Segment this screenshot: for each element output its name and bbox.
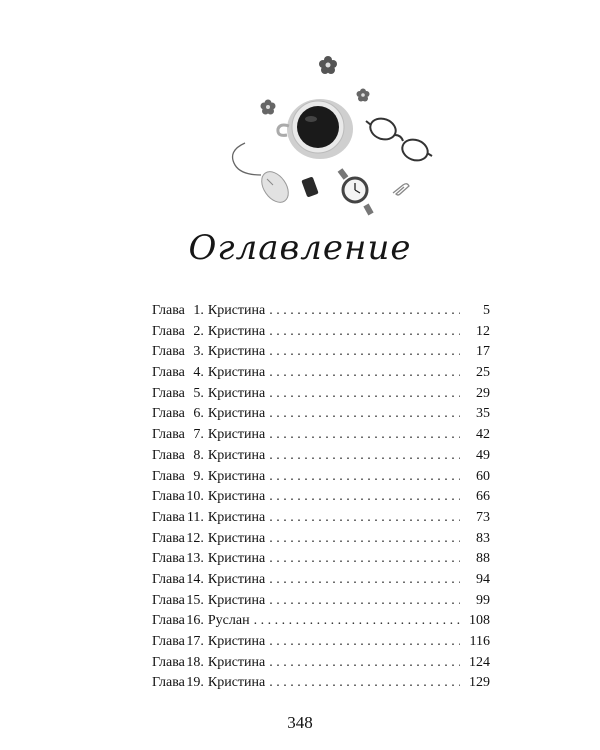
toc-chapter-word: Глава bbox=[152, 385, 185, 401]
toc-chapter-word: Глава bbox=[152, 365, 185, 381]
glasses-icon bbox=[366, 115, 432, 164]
toc-page-number: 66 bbox=[476, 489, 490, 505]
toc-leader-dots bbox=[269, 344, 460, 360]
toc-chapter-number: 10. bbox=[186, 489, 204, 505]
toc-chapter-number: 1. bbox=[193, 303, 204, 318]
toc-chapter-number: 3. bbox=[193, 344, 204, 360]
toc-chapter-number: 4. bbox=[193, 365, 204, 381]
toc-entry[interactable] bbox=[152, 675, 490, 696]
toc-chapter-word: Глава bbox=[152, 634, 185, 649]
toc-chapter-word: Глава bbox=[152, 344, 185, 360]
toc-leader-dots bbox=[269, 551, 460, 567]
toc-chapter-word: Глава bbox=[152, 551, 185, 567]
toc-chapter-number: 8. bbox=[193, 447, 204, 463]
toc-leader-dots bbox=[269, 469, 460, 485]
toc-chapter-name: Кристина bbox=[207, 447, 266, 463]
toc-chapter-label bbox=[152, 510, 265, 526]
toc-page-number: 29 bbox=[476, 385, 490, 401]
toc-chapter-name: Кристина bbox=[207, 509, 266, 525]
toc-entry[interactable] bbox=[152, 427, 490, 448]
toc-chapter-word: Глава bbox=[152, 509, 185, 525]
toc-chapter-number: 16. bbox=[186, 613, 204, 629]
toc-leader-dots bbox=[269, 386, 460, 402]
toc-chapter-label bbox=[152, 655, 265, 671]
toc-chapter-number: 12. bbox=[186, 530, 204, 546]
toc-entry[interactable] bbox=[152, 572, 490, 593]
toc-leader-dots bbox=[269, 572, 460, 588]
toc-chapter-name: Кристина bbox=[207, 675, 266, 691]
toc-chapter-word: Глава bbox=[152, 447, 185, 463]
toc-chapter-label bbox=[152, 469, 265, 485]
toc-chapter-word: Глава bbox=[152, 613, 185, 629]
toc-page-number: 25 bbox=[476, 365, 490, 381]
toc-chapter-number: 9. bbox=[193, 468, 204, 484]
toc-page-number: 73 bbox=[476, 509, 490, 525]
toc-entry[interactable] bbox=[152, 655, 490, 676]
page-number: 348 bbox=[287, 713, 313, 732]
toc-page-number: 60 bbox=[476, 468, 490, 484]
toc-entry[interactable] bbox=[152, 448, 490, 469]
toc-chapter-label bbox=[152, 324, 265, 340]
wristwatch-icon bbox=[340, 170, 371, 214]
toc-page-number: 116 bbox=[469, 634, 490, 649]
toc-leader-dots bbox=[269, 531, 460, 547]
toc-chapter-name: Кристина bbox=[207, 303, 266, 318]
toc-page-number: 124 bbox=[469, 654, 490, 670]
table-of-contents bbox=[152, 303, 490, 696]
toc-leader-dots bbox=[269, 510, 460, 526]
toc-chapter-name: Кристина bbox=[207, 323, 266, 339]
toc-chapter-word: Глава bbox=[152, 675, 185, 691]
toc-page-number: 5 bbox=[483, 303, 490, 318]
toc-chapter-number: 11. bbox=[186, 509, 204, 525]
toc-chapter-number: 13. bbox=[186, 551, 204, 567]
toc-page-number: 83 bbox=[476, 530, 490, 546]
toc-page-number: 129 bbox=[469, 675, 490, 691]
toc-entry[interactable] bbox=[152, 303, 490, 324]
toc-chapter-label bbox=[152, 427, 265, 443]
toc-leader-dots bbox=[269, 406, 460, 422]
toc-chapter-name: Кристина bbox=[207, 551, 266, 567]
toc-chapter-name: Кристина bbox=[207, 468, 266, 484]
toc-entry[interactable] bbox=[152, 344, 490, 365]
toc-chapter-number: 7. bbox=[193, 427, 204, 443]
toc-chapter-label bbox=[152, 365, 265, 381]
toc-chapter-name: Кристина bbox=[207, 530, 266, 546]
toc-leader-dots bbox=[269, 303, 460, 319]
toc-chapter-word: Глава bbox=[152, 571, 185, 587]
toc-page-number: 35 bbox=[476, 406, 490, 422]
toc-leader-dots bbox=[269, 324, 460, 340]
toc-chapter-number: 19. bbox=[186, 675, 204, 691]
toc-leader-dots bbox=[269, 427, 460, 443]
phone-icon bbox=[301, 176, 318, 197]
toc-leader-dots bbox=[269, 448, 460, 464]
toc-page-number: 42 bbox=[476, 427, 490, 443]
toc-chapter-word: Глава bbox=[152, 530, 185, 546]
toc-chapter-label bbox=[152, 344, 265, 360]
toc-entry[interactable] bbox=[152, 593, 490, 614]
flower-icon bbox=[261, 100, 276, 115]
toc-chapter-label bbox=[152, 613, 250, 629]
toc-chapter-name: Кристина bbox=[207, 571, 266, 587]
toc-entry[interactable] bbox=[152, 634, 490, 655]
toc-entry[interactable] bbox=[152, 324, 490, 345]
toc-chapter-word: Глава bbox=[152, 654, 185, 670]
toc-chapter-name: Кристина bbox=[207, 427, 266, 443]
toc-entry[interactable] bbox=[152, 406, 490, 427]
toc-chapter-word: Глава bbox=[152, 323, 185, 339]
toc-chapter-name: Кристина bbox=[207, 592, 266, 608]
toc-chapter-label bbox=[152, 572, 265, 588]
toc-chapter-word: Глава bbox=[152, 592, 185, 608]
toc-chapter-word: Глава bbox=[152, 468, 185, 484]
toc-chapter-word: Глава bbox=[152, 303, 185, 318]
toc-entry[interactable] bbox=[152, 386, 490, 407]
toc-entry[interactable] bbox=[152, 489, 490, 510]
toc-chapter-name: Кристина bbox=[207, 385, 266, 401]
toc-chapter-name: Кристина bbox=[207, 654, 266, 670]
toc-chapter-word: Глава bbox=[152, 489, 185, 505]
toc-chapter-number: 17. bbox=[186, 634, 204, 649]
toc-chapter-label bbox=[152, 303, 265, 319]
toc-page-number: 88 bbox=[476, 551, 490, 567]
toc-entry[interactable] bbox=[152, 613, 490, 634]
coffee-cup-icon bbox=[278, 99, 353, 159]
toc-chapter-number: 14. bbox=[186, 571, 204, 587]
table-of-contents-title: Оглавление bbox=[188, 228, 412, 268]
toc-page-number: 94 bbox=[476, 571, 490, 587]
toc-page-number: 17 bbox=[476, 344, 490, 360]
toc-entry[interactable] bbox=[152, 531, 490, 552]
toc-chapter-name: Кристина bbox=[207, 406, 266, 422]
toc-page-number: 49 bbox=[476, 447, 490, 463]
toc-chapter-name: Руслан bbox=[207, 613, 250, 629]
toc-chapter-word: Глава bbox=[152, 406, 185, 422]
toc-leader-dots bbox=[269, 655, 460, 671]
toc-chapter-name: Кристина bbox=[207, 344, 266, 360]
toc-chapter-label bbox=[152, 675, 265, 691]
toc-chapter-label bbox=[152, 448, 265, 464]
toc-chapter-label bbox=[152, 593, 265, 609]
toc-chapter-name: Кристина bbox=[207, 365, 266, 381]
toc-chapter-number: 6. bbox=[193, 406, 204, 422]
toc-chapter-number: 5. bbox=[193, 385, 204, 401]
toc-chapter-label bbox=[152, 531, 265, 547]
toc-chapter-number: 15. bbox=[186, 592, 204, 608]
toc-chapter-name: Кристина bbox=[207, 489, 266, 505]
toc-page-number: 99 bbox=[476, 592, 490, 608]
paperclip-icon bbox=[393, 184, 409, 195]
toc-chapter-word: Глава bbox=[152, 427, 185, 443]
toc-entry[interactable] bbox=[152, 551, 490, 572]
toc-chapter-label bbox=[152, 489, 265, 505]
toc-leader-dots bbox=[269, 675, 460, 691]
toc-leader-dots bbox=[269, 489, 460, 505]
toc-leader-dots bbox=[269, 634, 460, 650]
toc-page-number: 12 bbox=[476, 323, 490, 339]
toc-chapter-label bbox=[152, 406, 265, 422]
toc-chapter-label bbox=[152, 386, 265, 402]
toc-chapter-label bbox=[152, 634, 265, 650]
desk-illustration bbox=[215, 45, 445, 220]
flower-icon bbox=[357, 89, 370, 102]
toc-chapter-number: 2. bbox=[193, 323, 204, 339]
toc-chapter-number: 18. bbox=[186, 654, 204, 670]
toc-leader-dots bbox=[269, 365, 460, 381]
toc-chapter-label bbox=[152, 551, 265, 567]
computer-mouse-icon bbox=[233, 143, 294, 207]
toc-entry[interactable] bbox=[152, 469, 490, 490]
toc-page-number: 108 bbox=[469, 613, 490, 629]
flower-icon bbox=[319, 56, 337, 74]
toc-leader-dots bbox=[254, 613, 460, 629]
toc-chapter-name: Кристина bbox=[207, 634, 266, 649]
toc-entry[interactable] bbox=[152, 510, 490, 531]
toc-leader-dots bbox=[269, 593, 460, 609]
toc-entry[interactable] bbox=[152, 365, 490, 386]
